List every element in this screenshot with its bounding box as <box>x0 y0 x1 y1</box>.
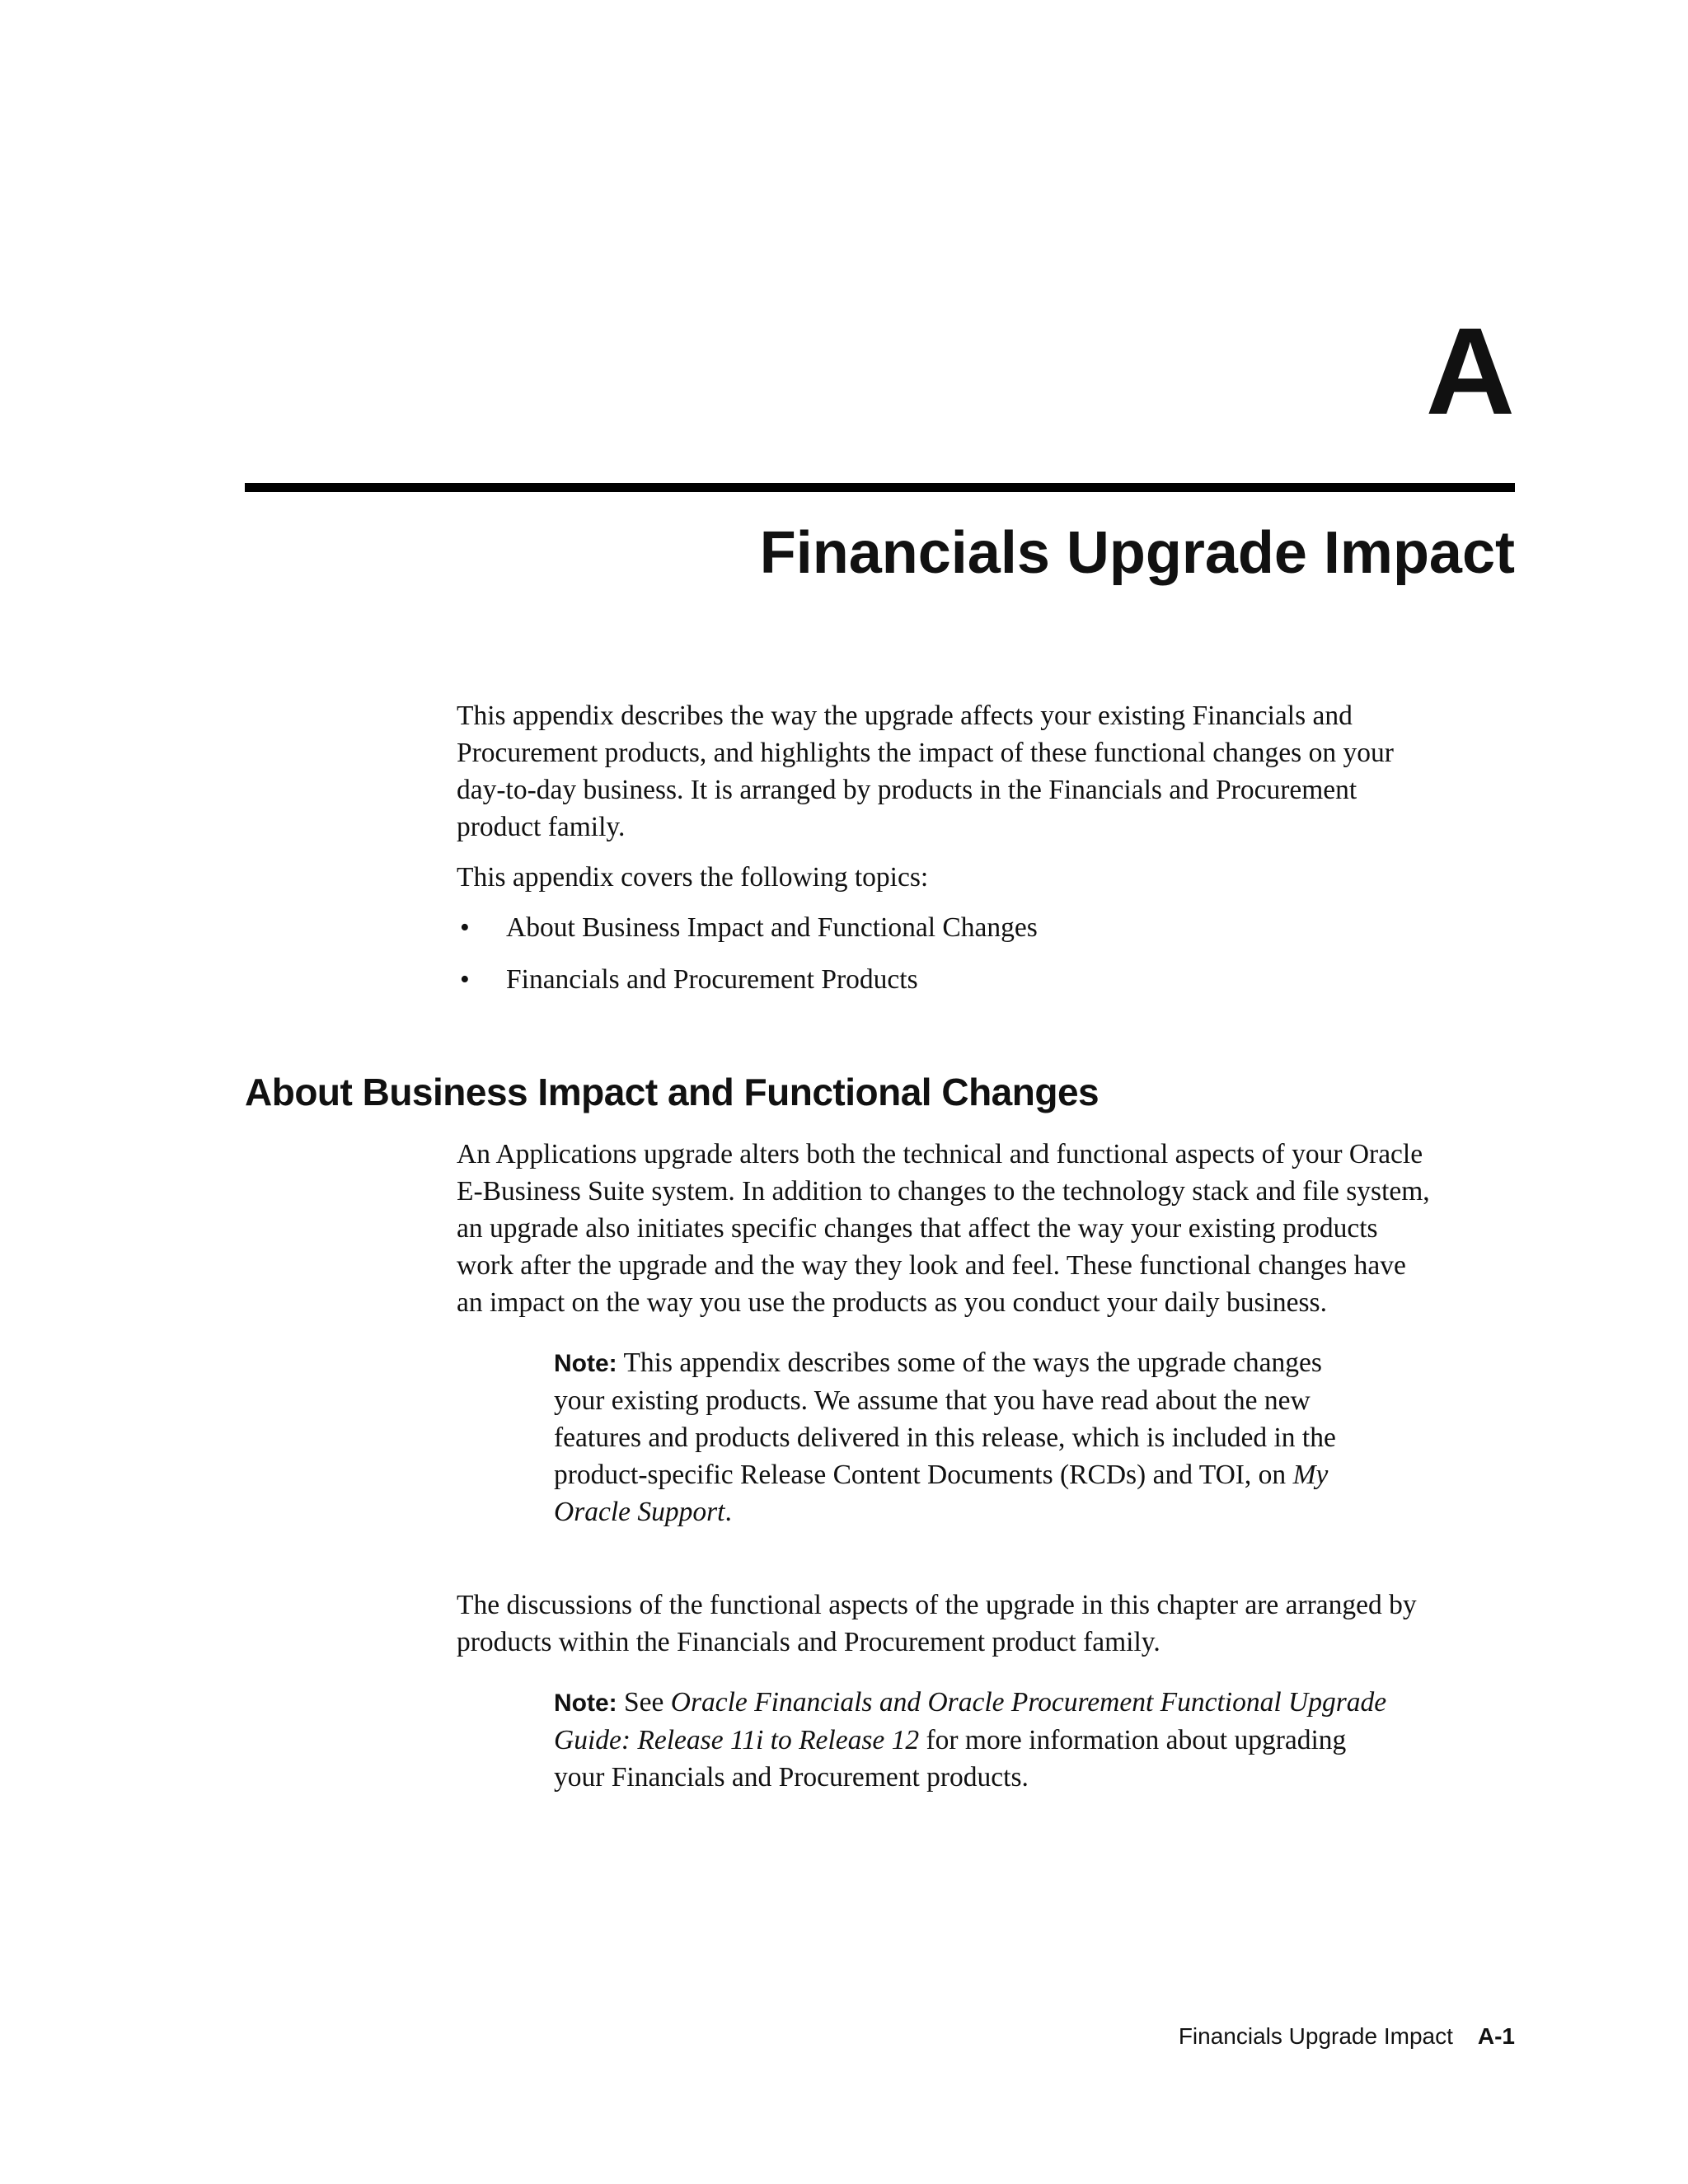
guide-title-part: Guide: Release 11 <box>554 1725 756 1755</box>
bullet-icon: • <box>460 964 470 995</box>
note-box <box>554 1344 1545 1530</box>
section-paragraph <box>457 1136 1545 1321</box>
note-punctuation: . <box>724 1497 732 1527</box>
note-line <box>554 1684 1545 1722</box>
section-body-continued <box>457 1586 1545 1829</box>
topic-label: Financials and Procurement Products <box>506 964 918 995</box>
topic-item-about-business-impact[interactable] <box>457 909 1528 946</box>
section-line: an upgrade also initiates specific changes that affect the way your existing products <box>457 1213 1378 1244</box>
topic-item-financials-procurement[interactable] <box>457 961 1528 998</box>
intro-line: product family. <box>457 812 626 842</box>
section-heading: About Business Impact and Functional Changes <box>245 1071 1100 1113</box>
note-label: Note: <box>554 1690 617 1717</box>
footer-title: Financials Upgrade Impact <box>1178 2023 1453 2049</box>
chapter-rule <box>245 483 1515 492</box>
guide-title-part: to Release 12 <box>763 1725 920 1755</box>
section-paragraph-2 <box>457 1586 1545 1661</box>
note-line <box>554 1456 1545 1493</box>
note-line: your existing products. We assume that you have read about the new <box>554 1385 1311 1416</box>
page-number: A-1 <box>1477 2023 1515 2049</box>
section-line: E-Business Suite system. In addition to changes to the technology stack and file system, <box>457 1176 1430 1207</box>
section-line: The discussions of the functional aspects of the upgrade in this chapter are arranged by <box>457 1590 1417 1620</box>
note-box-2 <box>554 1684 1545 1796</box>
guide-title-i: i <box>755 1725 764 1755</box>
intro-line: day-to-day business. It is arranged by products in the Financials and Procurement <box>457 775 1357 805</box>
note-line <box>554 1722 1545 1759</box>
intro-line: Procurement products, and highlights the impact of these functional changes on your <box>457 738 1394 768</box>
section-line: an impact on the way you use the products as you conduct your daily business. <box>457 1287 1327 1318</box>
my-oracle-support-ref: Oracle Support <box>554 1497 725 1527</box>
topic-label: About Business Impact and Functional Changes <box>506 912 1038 943</box>
intro-line: This appendix describes the way the upgrade affects your existing Financials and <box>457 701 1353 731</box>
note-line <box>554 1344 1545 1382</box>
section-line: work after the upgrade and the way they look and feel. These functional changes have <box>457 1250 1406 1281</box>
guide-title-ref <box>554 1725 919 1755</box>
topics-list <box>457 909 1528 998</box>
guide-title-ref: Oracle Financials and Oracle Procurement Functional Upgrade <box>670 1687 1387 1718</box>
my-oracle-support-ref: My <box>1292 1460 1329 1490</box>
page-footer <box>1179 2023 1515 2050</box>
note-text: See <box>624 1687 664 1718</box>
note-text: product-specific Release Content Documents (RCDs) and TOI, on <box>554 1460 1287 1490</box>
section-line: products within the Financials and Procurement product family. <box>457 1627 1160 1657</box>
note-text: for more information about upgrading <box>926 1725 1347 1755</box>
note-text: This appendix describes some of the ways the upgrade changes <box>623 1347 1322 1378</box>
note-label: Note: <box>554 1350 617 1377</box>
intro-paragraph <box>457 697 1528 846</box>
note-line: your Financials and Procurement products. <box>554 1762 1029 1793</box>
note-line <box>554 1493 1545 1530</box>
chapter-letter: A <box>1425 302 1515 440</box>
section-body <box>457 1136 1545 1563</box>
chapter-title: Financials Upgrade Impact <box>759 520 1515 586</box>
bullet-icon: • <box>460 912 470 943</box>
topics-intro: This appendix covers the following topics: <box>457 862 929 893</box>
note-line: features and products delivered in this release, which is included in the <box>554 1422 1336 1453</box>
section-line: An Applications upgrade alters both the technical and functional aspects of your Oracle <box>457 1139 1423 1169</box>
intro-block <box>457 697 1528 1013</box>
